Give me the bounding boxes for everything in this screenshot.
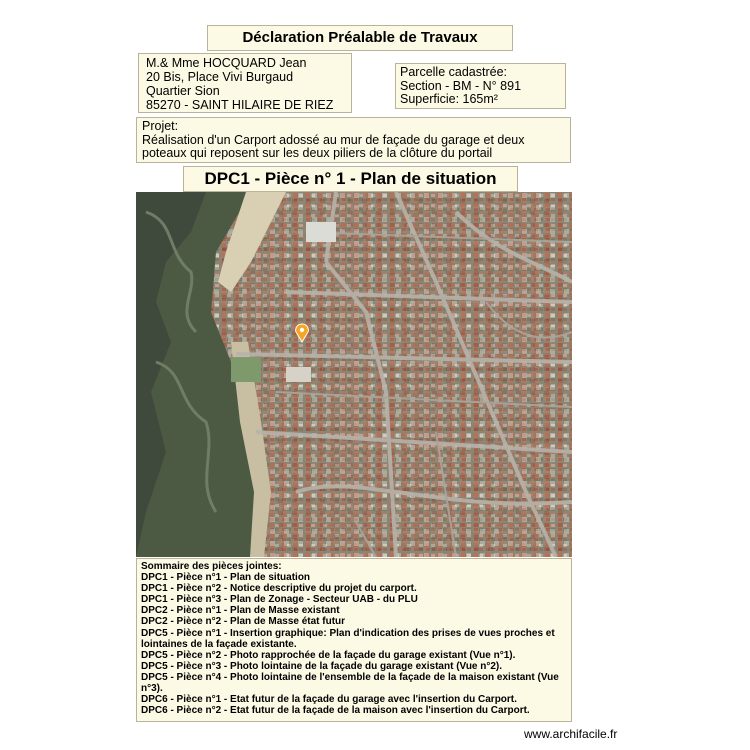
aerial-map <box>136 192 572 557</box>
owner-city: 85270 - SAINT HILAIRE DE RIEZ <box>146 98 334 112</box>
summary-item: DPC2 - Pièce n°2 - Plan de Masse état futur <box>141 616 346 628</box>
summary-heading: Sommaire des pièces jointes: <box>141 561 282 572</box>
summary-item: DPC1 - Pièce n°3 - Plan de Zonage - Secteur UAB - du PLU <box>141 594 418 606</box>
owner-street: 20 Bis, Place Vivi Burgaud <box>146 70 294 84</box>
summary-item: DPC5 - Pièce n°1 - Insertion graphique: Plan d'indication des prises de vues proches et lointaines de la façade existante. <box>141 627 555 650</box>
watermark-link[interactable]: www.archifacile.fr <box>524 727 618 741</box>
summary-item: DPC5 - Pièce n°3 - Photo lointaine de la façade du garage existant (Vue n°2). <box>141 660 503 672</box>
summary-block <box>136 558 572 722</box>
summary-item: DPC2 - Pièce n°1 - Plan de Masse existant <box>141 605 340 617</box>
summary-item: DPC1 - Pièce n°2 - Notice descriptive du projet du carport. <box>141 583 417 595</box>
parcel-section: Section - BM - N° 891 <box>400 78 522 93</box>
summary-item: DPC5 - Pièce n°2 - Photo rapprochée de la façade du garage existant (Vue n°1). <box>141 649 516 661</box>
owner-district: Quartier Sion <box>146 84 220 98</box>
section-title: DPC1 - Pièce n° 1 - Plan de situation <box>183 166 518 192</box>
document-title: Déclaration Préalable de Travaux <box>207 25 513 51</box>
owner-address-block <box>138 53 352 113</box>
project-label: Projet: <box>142 119 179 133</box>
project-text: Réalisation d'un Carport adossé au mur de façade du garage et deux poteaux qui reposent sur les deux piliers de la clôture du portail <box>142 132 525 160</box>
parcel-info-block <box>395 63 566 109</box>
summary-item: DPC6 - Pièce n°1 - Etat futur de la façade du garage avec l'insertion du Carport. <box>141 694 517 706</box>
summary-item: DPC6 - Pièce n°2 - Etat futur de la façade de la maison avec l'insertion du Carport. <box>141 705 530 717</box>
parcel-label: Parcelle cadastrée: <box>400 65 508 79</box>
parcel-area: Superficie: 165m² <box>400 92 498 106</box>
summary-item: DPC5 - Pièce n°4 - Photo lointaine de l'ensemble de la façade de la maison existant (Vue n°3). <box>141 671 559 695</box>
summary-item: DPC1 - Pièce n°1 - Plan de situation <box>141 572 311 584</box>
owner-name: M.& Mme HOCQUARD Jean <box>146 56 307 70</box>
project-description-block <box>136 117 571 163</box>
